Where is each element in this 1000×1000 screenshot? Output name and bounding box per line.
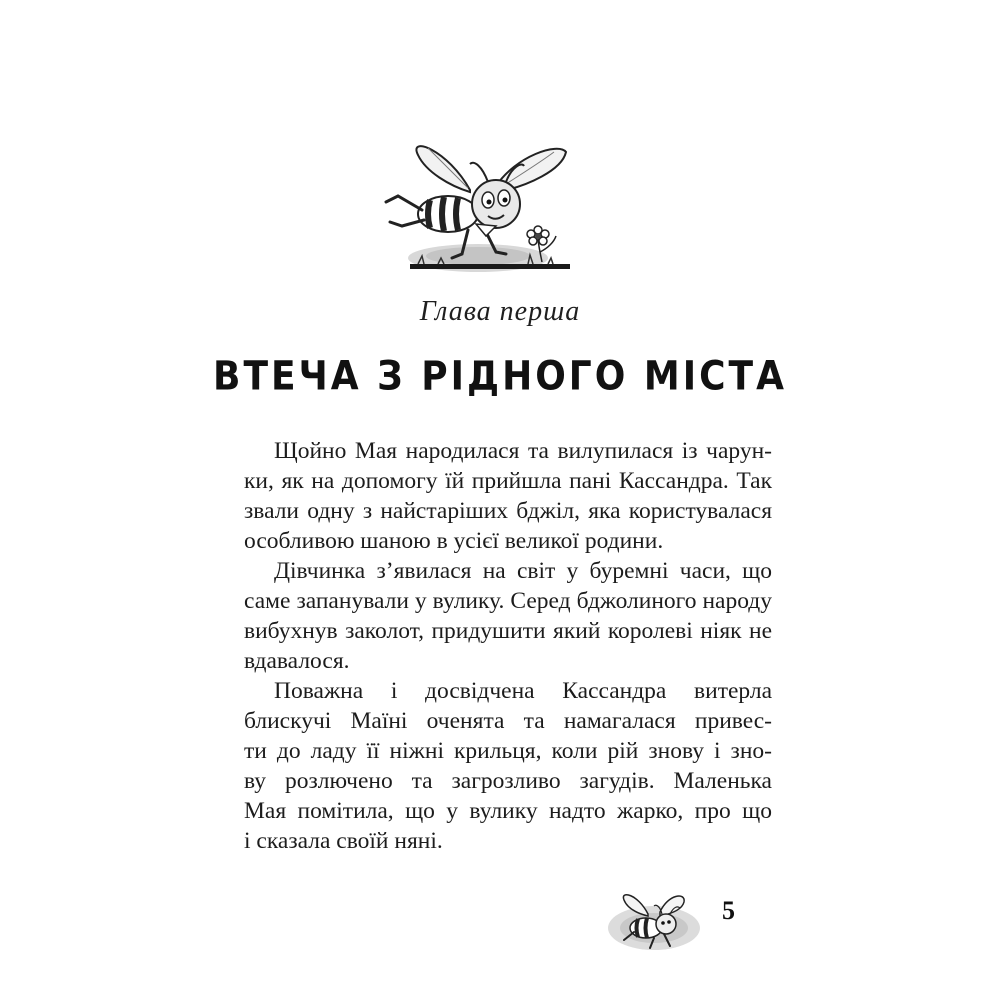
- flying-bee-illustration: [378, 130, 574, 278]
- ground-line: [410, 264, 570, 269]
- paragraph-3: [244, 676, 772, 856]
- bee-wing-left: [416, 146, 470, 192]
- chapter-label: Глава перша: [419, 296, 581, 327]
- text-line: ки, як на допомогу їй прийшла пані Кассандра. Так: [244, 468, 772, 494]
- text-line: Щойно Мая народилася та вилупилася із чарун-: [274, 438, 772, 464]
- text-line: саме запанували у вулику. Серед бджолиного народу: [244, 588, 772, 614]
- bee-head: [472, 180, 520, 228]
- text-line: Дівчинка з’явилася на світ у буремні часи, що: [274, 558, 772, 584]
- text-line: Мая помітила, що у вулику надто жарко, про що: [244, 798, 772, 824]
- text-line: вдавалося.: [244, 648, 350, 674]
- text-line: вибухнув заколот, придушити який королеві ніяк не: [244, 618, 772, 644]
- small-bee-illustration: [604, 884, 704, 956]
- paragraph-1: [244, 436, 772, 556]
- text-line: і сказала своїй няні.: [244, 828, 443, 854]
- text-line: Поважна і досвідчена Кассандра витерла: [274, 678, 772, 704]
- text-line: ву розлючено та загрозливо загудів. Маленька: [244, 768, 772, 794]
- page-number: 5: [722, 896, 735, 925]
- body-text: [244, 436, 772, 856]
- paragraph-2: [244, 556, 772, 676]
- text-line: звали одну з найстаріших бджіл, яка користувалася: [244, 498, 772, 524]
- text-line: блискучі Маїні оченята та намагалася привес-: [244, 708, 772, 734]
- text-line: особливою шаною в усієї великої родини.: [244, 528, 664, 554]
- chapter-title: ВТЕЧА З РІДНОГО МІСТА: [213, 353, 787, 400]
- text-line: ти до ладу її ніжні крильця, коли рій знову і зно-: [244, 738, 772, 764]
